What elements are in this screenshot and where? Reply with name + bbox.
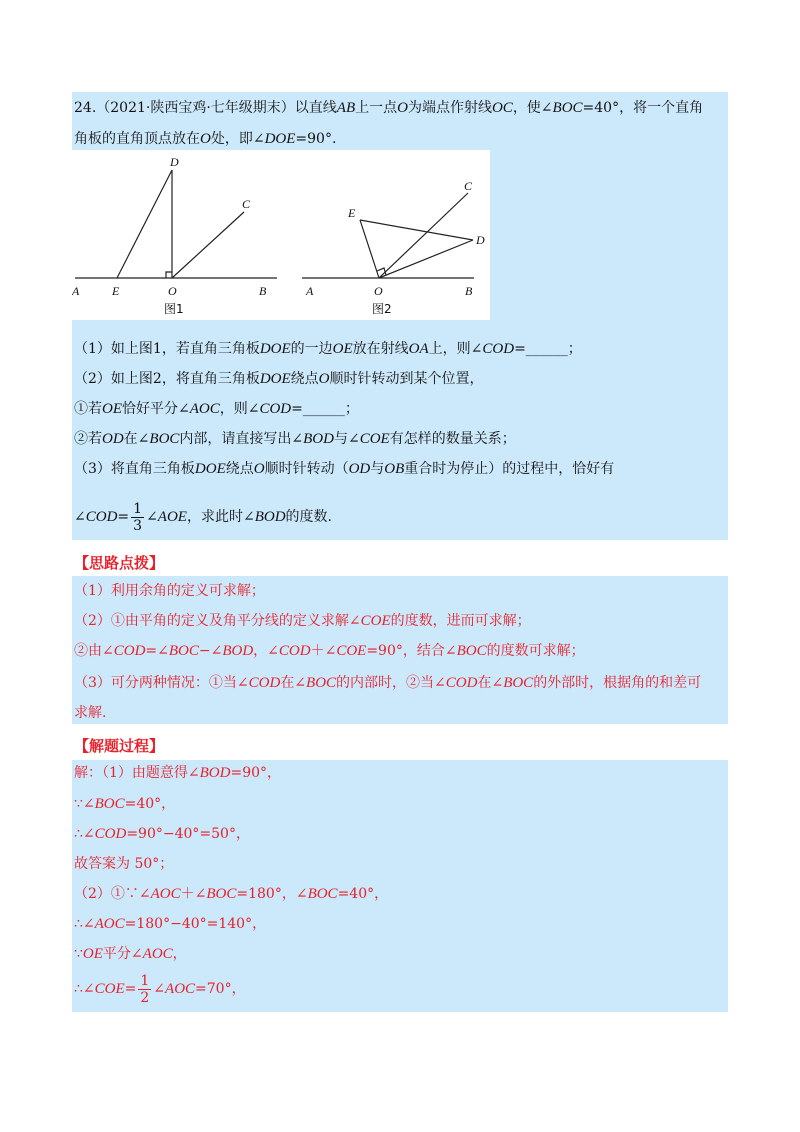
fig2-label-A: A — [306, 284, 314, 298]
fig2-label-C: C — [464, 179, 473, 193]
solution-line-8: ∴∠COE= $\frac{1}{2}$ ∠AOC=70°， — [74, 972, 246, 1006]
solution-header: 【解题过程】 — [74, 737, 165, 755]
fig1-ray-OC — [172, 212, 244, 278]
fig1-label-C: C — [242, 197, 251, 211]
fig2-label-O: O — [374, 284, 383, 298]
fig1-caption: 图1 — [164, 302, 184, 316]
solution-line-1: 解：（1）由题意得∠BOD=90°， — [74, 765, 282, 781]
question-3-condition: ∠COD= $\frac{1}{3}$ ∠AOE，求此时∠BOD的度数. — [74, 500, 332, 534]
solution-line-4: 故答案为 50°； — [74, 856, 174, 872]
hint-header: 【思路点拨】 — [74, 554, 165, 572]
hint-line-5: 求解. — [74, 705, 107, 721]
fig2-segment-OD — [379, 240, 473, 278]
fig1-label-O: O — [168, 284, 177, 298]
fig1-label-D: D — [170, 155, 179, 169]
solution-line-3: ∴∠COD=90°−40°=50°， — [74, 826, 250, 842]
question-3: （3）将直角三角板DOE绕点O顺时针转动（OD与OB重合时为停止）的过程中，恰好有 — [74, 461, 615, 477]
fig2-ray-OC — [379, 193, 468, 278]
hint-line-3: ②由∠COD=∠BOC−∠BOD，∠COD＋∠COE=90°，结合∠BOC的度数可求解； — [74, 643, 585, 659]
question-2: （2）如上图2，将直角三角板DOE绕点O顺时针转动到某个位置， — [74, 371, 484, 387]
fig2-right-angle-mark — [377, 268, 386, 275]
fig2-label-E: E — [348, 206, 356, 220]
geometry-figure-svg — [72, 150, 490, 320]
hint-line-4: （3）可分两种情况：①当∠COD在∠BOC的内部时，②当∠COD在∠BOC的外部时，根据角的和差可 — [74, 675, 702, 691]
problem-intro-line2: 角板的直角顶点放在O处，即∠DOE=90°. — [74, 131, 337, 147]
hint-line-2: （2）①由平角的定义及角平分线的定义求解∠COE的度数，进而可求解； — [74, 613, 531, 629]
fig1-segment-ED — [117, 170, 172, 278]
hint-line-1: （1）利用余角的定义可求解； — [74, 583, 265, 599]
fraction-one-half: $\frac{1}{2}$ — [140, 972, 150, 1006]
fig2-label-D: D — [476, 233, 485, 247]
solution-line-7: ∵OE平分∠AOC， — [74, 946, 187, 962]
problem-intro-line1: 24.（2021·陕西宝鸡·七年级期末）以直线AB上一点O为端点作射线OC，使∠BOC=40°，将一个直角 — [74, 100, 704, 116]
fig1-label-A: A — [72, 284, 80, 298]
fig2-segment-ED — [360, 220, 473, 240]
hint-block — [72, 576, 728, 724]
problem-block — [72, 92, 728, 540]
solution-block — [72, 760, 728, 1012]
question-2b: ②若OD在∠BOC内部，请直接写出∠BOD与∠COE有怎样的数量关系； — [74, 431, 516, 447]
fig1-label-B: B — [259, 284, 267, 298]
solution-line-5: （2）①∵∠AOC＋∠BOC=180°，∠BOC=40°， — [74, 886, 389, 902]
fig2-segment-EO — [360, 220, 379, 278]
fig2-caption: 图2 — [372, 302, 392, 316]
geometry-figure — [72, 150, 490, 320]
solution-line-6: ∴∠AOC=180°−40°=140°， — [74, 916, 267, 932]
solution-line-2: ∵∠BOC=40°， — [74, 796, 176, 812]
fig1-right-angle-mark — [166, 272, 172, 278]
fig2-label-B: B — [465, 284, 473, 298]
fraction-one-third: $\frac{1}{3}$ — [133, 500, 143, 534]
question-2a: ①若OE恰好平分∠AOC，则∠COD=______； — [74, 401, 359, 417]
question-1: （1）如上图1，若直角三角板DOE的一边OE放在射线OA上，则∠COD=______； — [74, 341, 582, 357]
fig1-label-E: E — [112, 284, 120, 298]
